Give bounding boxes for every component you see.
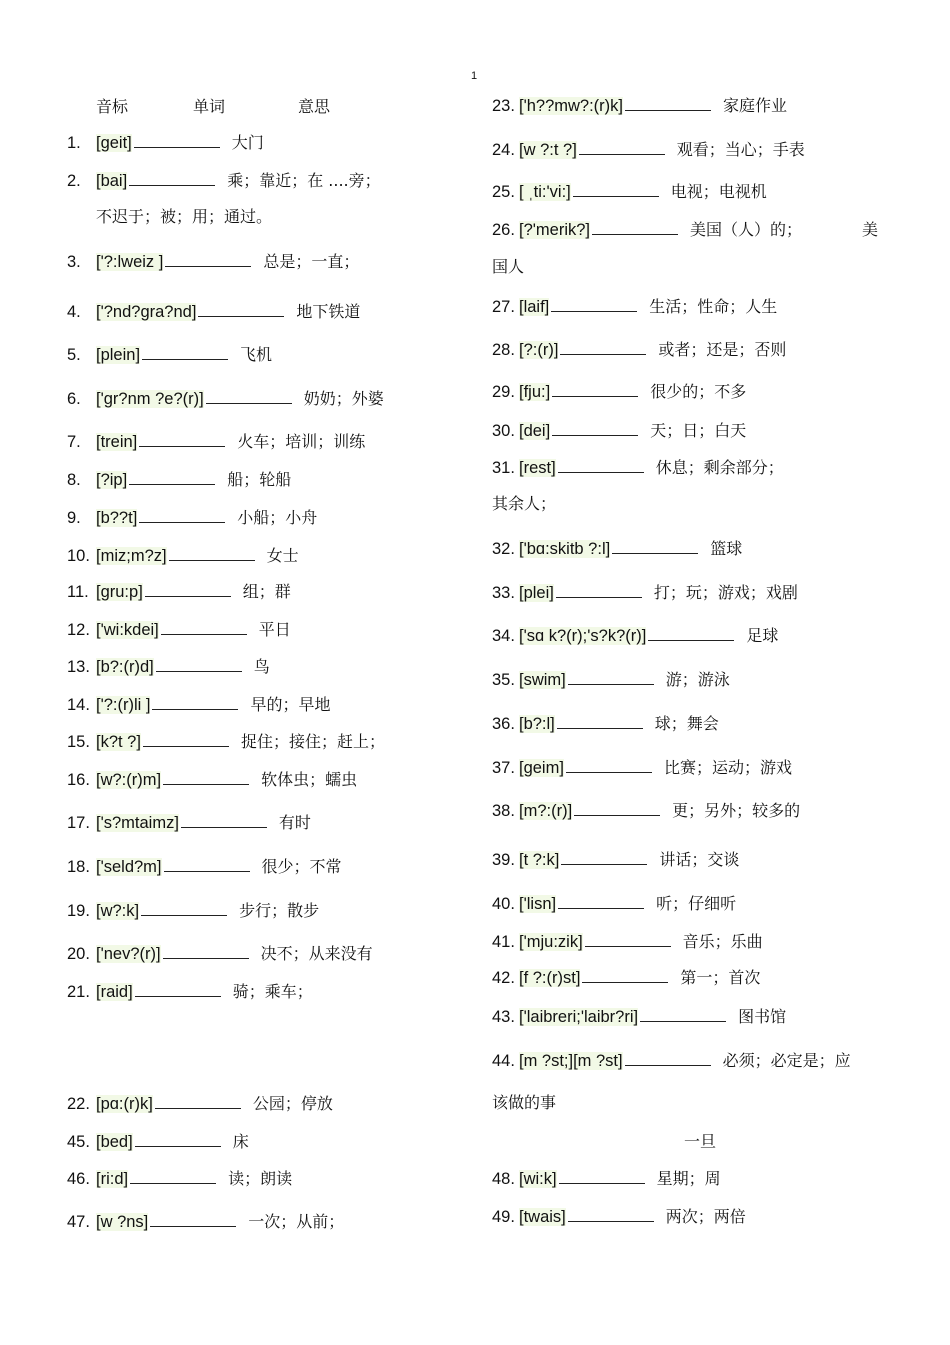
entry-number: 16. bbox=[67, 771, 90, 789]
left-entry bbox=[67, 1092, 333, 1116]
answer-blank[interactable] bbox=[557, 714, 643, 729]
answer-blank[interactable] bbox=[169, 546, 255, 561]
entry-number: 31. bbox=[492, 459, 515, 477]
entry-phonetic: [geit] bbox=[96, 134, 132, 152]
answer-blank[interactable] bbox=[156, 657, 242, 672]
entry-number: 36. bbox=[492, 715, 515, 733]
left-entry bbox=[67, 544, 299, 568]
answer-blank[interactable] bbox=[165, 252, 251, 267]
answer-blank[interactable] bbox=[559, 1169, 645, 1184]
entry-phonetic: [plein] bbox=[96, 346, 141, 364]
entry-phonetic: [m ?st;][m ?st] bbox=[519, 1052, 623, 1070]
entry-number: 33. bbox=[492, 584, 515, 602]
entry-number: 3. bbox=[67, 253, 81, 271]
entry-phonetic: ['sɑ k?(r);'s?k?(r)] bbox=[519, 627, 647, 645]
entry-number: 27. bbox=[492, 298, 515, 316]
entry-phonetic: [gru:p] bbox=[96, 583, 143, 601]
entry-number: 29. bbox=[492, 383, 515, 401]
entry-meaning: 早的；早地 bbox=[250, 695, 331, 714]
answer-blank[interactable] bbox=[141, 901, 227, 916]
entry-meaning: 观看；当心；手表 bbox=[676, 140, 805, 159]
answer-blank[interactable] bbox=[206, 389, 292, 404]
entry-phonetic: [bed] bbox=[96, 1133, 133, 1151]
entry-number: 10. bbox=[67, 547, 90, 565]
left-entry bbox=[67, 618, 291, 642]
right-entry bbox=[492, 1049, 851, 1073]
entry-phonetic: [b?:l] bbox=[519, 715, 555, 733]
right-entry bbox=[492, 966, 760, 990]
entry-meaning: 讲话；交谈 bbox=[659, 850, 740, 869]
entry-meaning: 生活；性命；人生 bbox=[649, 297, 778, 316]
right-entry bbox=[492, 380, 746, 404]
right-entry bbox=[492, 756, 792, 780]
entry-number: 25. bbox=[492, 183, 515, 201]
answer-blank[interactable] bbox=[163, 770, 249, 785]
entry-meaning: 休息；剩余部分； bbox=[655, 458, 784, 477]
answer-blank[interactable] bbox=[135, 1132, 221, 1147]
entry-number: 2. bbox=[67, 172, 81, 190]
answer-blank[interactable] bbox=[134, 133, 220, 148]
entry-phonetic: ['h??mw?:(r)k] bbox=[519, 97, 624, 115]
entry-number: 20. bbox=[67, 945, 90, 963]
entry-phonetic: [b?:(r)d] bbox=[96, 658, 154, 676]
entry-phonetic: [geim] bbox=[519, 759, 564, 777]
entry-number: 34. bbox=[492, 627, 515, 645]
entry-meaning: 小船；小舟 bbox=[237, 508, 318, 527]
entry-phonetic: [wi:k] bbox=[519, 1170, 557, 1188]
left-entry bbox=[67, 169, 381, 193]
entry-meaning: 游；游泳 bbox=[665, 670, 730, 689]
entry-phonetic: [swim] bbox=[519, 671, 566, 689]
right-continuation-44: 该做的事 bbox=[492, 1093, 557, 1112]
entry-number: 35. bbox=[492, 671, 515, 689]
entry-meaning: 奶奶；外婆 bbox=[303, 389, 384, 408]
entry-meaning: 船；轮船 bbox=[227, 470, 292, 489]
entry-meaning: 打；玩；游戏；戏剧 bbox=[653, 583, 798, 602]
entry-phonetic: [pɑ:(r)k] bbox=[96, 1095, 153, 1113]
entry-meaning: 有时 bbox=[278, 813, 311, 832]
entry-phonetic: ['s?mtaimz] bbox=[96, 814, 179, 832]
left-entry bbox=[67, 942, 373, 966]
right-continuation-26: 国人 bbox=[492, 257, 525, 276]
entry-phonetic: [ ˌti:'vi:] bbox=[519, 183, 571, 201]
right-entry bbox=[492, 1205, 746, 1229]
entry-phonetic: [raid] bbox=[96, 983, 133, 1001]
right-entry bbox=[492, 338, 786, 362]
answer-blank[interactable] bbox=[142, 345, 228, 360]
answer-blank[interactable] bbox=[582, 968, 668, 983]
header-meaning: 意思 bbox=[298, 97, 331, 116]
answer-blank[interactable] bbox=[163, 944, 249, 959]
entry-number: 49. bbox=[492, 1208, 515, 1226]
entry-phonetic: [?:(r)] bbox=[519, 341, 559, 359]
entry-phonetic: ['laibreri;'laibr?ri] bbox=[519, 1008, 639, 1026]
left-entry bbox=[67, 250, 359, 274]
entry-phonetic: [bai] bbox=[96, 172, 128, 190]
left-entry bbox=[67, 768, 357, 792]
right-entry bbox=[492, 138, 805, 162]
answer-blank[interactable] bbox=[585, 932, 671, 947]
entry-meaning: 女士 bbox=[266, 546, 299, 565]
entry-number: 22. bbox=[67, 1095, 90, 1113]
entry-phonetic: [rest] bbox=[519, 459, 556, 477]
right-entry bbox=[492, 1167, 721, 1191]
entry-phonetic: ['?:(r)li ] bbox=[96, 696, 151, 714]
answer-blank[interactable] bbox=[612, 539, 698, 554]
header-word: 单词 bbox=[193, 97, 226, 116]
entry-meaning: 篮球 bbox=[710, 539, 743, 558]
answer-blank[interactable] bbox=[568, 670, 654, 685]
entry-phonetic: [w ?:t ?] bbox=[519, 141, 577, 159]
answer-blank[interactable] bbox=[560, 340, 646, 355]
left-entry bbox=[67, 343, 272, 367]
answer-blank[interactable] bbox=[566, 758, 652, 773]
answer-blank[interactable] bbox=[129, 470, 215, 485]
answer-blank[interactable] bbox=[558, 458, 644, 473]
entry-phonetic: [w ?ns] bbox=[96, 1213, 149, 1231]
right-entry bbox=[492, 295, 777, 319]
answer-blank[interactable] bbox=[143, 732, 229, 747]
left-entry bbox=[67, 468, 291, 492]
answer-blank[interactable] bbox=[625, 96, 711, 111]
left-entry bbox=[67, 980, 313, 1004]
entry-number: 11. bbox=[67, 583, 89, 601]
entry-meaning: 音乐；乐曲 bbox=[682, 932, 763, 951]
answer-blank[interactable] bbox=[161, 620, 247, 635]
entry-number: 7. bbox=[67, 433, 81, 451]
entry-number: 41. bbox=[492, 933, 515, 951]
answer-blank[interactable] bbox=[625, 1051, 711, 1066]
answer-blank[interactable] bbox=[561, 850, 647, 865]
header-phonetic: 音标 bbox=[96, 97, 129, 116]
entry-number: 47. bbox=[67, 1213, 90, 1231]
entry-phonetic: [twais] bbox=[519, 1208, 566, 1226]
entry-number: 43. bbox=[492, 1008, 515, 1026]
entry-phonetic: ['bɑ:skitb ?:l] bbox=[519, 540, 611, 558]
entry-number: 38. bbox=[492, 802, 515, 820]
right-continuation-31: 其余人； bbox=[492, 494, 557, 513]
entry-number: 1. bbox=[67, 134, 81, 152]
entry-meaning: 比赛；运动；游戏 bbox=[663, 758, 792, 777]
entry-meaning: 地下铁道 bbox=[296, 302, 361, 321]
answer-blank[interactable] bbox=[551, 297, 637, 312]
right-entry bbox=[492, 180, 767, 204]
answer-blank[interactable] bbox=[135, 982, 221, 997]
entry-meaning: 球；舞会 bbox=[654, 714, 719, 733]
left-entry bbox=[67, 1130, 249, 1154]
entry-meaning: 电视；电视机 bbox=[670, 182, 767, 201]
right-entry bbox=[492, 668, 730, 692]
answer-blank[interactable] bbox=[145, 582, 231, 597]
entry-meaning: 鸟 bbox=[253, 657, 270, 676]
right-entry bbox=[492, 1005, 786, 1029]
entry-phonetic: ['mju:zik] bbox=[519, 933, 583, 951]
answer-blank[interactable] bbox=[579, 140, 665, 155]
right-floating-text: 一旦 bbox=[684, 1132, 717, 1151]
answer-blank[interactable] bbox=[150, 1212, 236, 1227]
entry-meaning: 图书馆 bbox=[738, 1007, 787, 1026]
right-entry bbox=[492, 456, 784, 480]
left-entry bbox=[67, 506, 317, 530]
answer-blank[interactable] bbox=[164, 857, 250, 872]
entry-phonetic: [b??t] bbox=[96, 509, 138, 527]
right-entry bbox=[492, 930, 763, 954]
left-entry bbox=[67, 387, 384, 411]
answer-blank[interactable] bbox=[648, 626, 734, 641]
entry-number: 44. bbox=[492, 1052, 515, 1070]
entry-phonetic: [laif] bbox=[519, 298, 550, 316]
left-entry bbox=[67, 899, 319, 923]
entry-phonetic: [ri:d] bbox=[96, 1170, 129, 1188]
entry-number: 19. bbox=[67, 902, 90, 920]
entry-phonetic: [w?:k] bbox=[96, 902, 140, 920]
entry-meaning: 步行；散步 bbox=[239, 901, 320, 920]
entry-meaning: 捉住；接住；赶上； bbox=[240, 732, 385, 751]
right-entry bbox=[492, 848, 739, 872]
right-entry bbox=[492, 419, 746, 443]
entry-meaning: 很少；不常 bbox=[261, 857, 342, 876]
entry-phonetic: ['seld?m] bbox=[96, 858, 162, 876]
entry-phonetic: ['wi:kdei] bbox=[96, 621, 159, 639]
left-entry bbox=[67, 855, 342, 879]
entry-number: 32. bbox=[492, 540, 515, 558]
entry-number: 5. bbox=[67, 346, 81, 364]
answer-blank[interactable] bbox=[558, 894, 644, 909]
entry-meaning: 平日 bbox=[258, 620, 291, 639]
entry-number: 24. bbox=[492, 141, 515, 159]
entry-meaning: 软体虫；蠕虫 bbox=[261, 770, 358, 789]
entry-phonetic: ['nev?(r)] bbox=[96, 945, 161, 963]
entry-meaning: 公园；停放 bbox=[252, 1094, 333, 1113]
entry-number: 30. bbox=[492, 422, 515, 440]
answer-blank[interactable] bbox=[573, 182, 659, 197]
entry-phonetic: [t ?:k] bbox=[519, 851, 560, 869]
entry-number: 14. bbox=[67, 696, 90, 714]
entry-number: 26. bbox=[492, 221, 515, 239]
entry-meaning: 决不；从来没有 bbox=[260, 944, 373, 963]
answer-blank[interactable] bbox=[568, 1207, 654, 1222]
entry-meaning: 总是；一直； bbox=[263, 252, 360, 271]
answer-blank[interactable] bbox=[139, 508, 225, 523]
answer-blank[interactable] bbox=[130, 1169, 216, 1184]
entry-phonetic: [plei] bbox=[519, 584, 554, 602]
answer-blank[interactable] bbox=[181, 813, 267, 828]
entry-phonetic: [fju:] bbox=[519, 383, 551, 401]
answer-blank[interactable] bbox=[129, 171, 215, 186]
left-entry bbox=[67, 693, 331, 717]
answer-blank[interactable] bbox=[552, 382, 638, 397]
answer-blank[interactable] bbox=[139, 432, 225, 447]
left-continuation-2: 不迟于；被；用；通过。 bbox=[96, 207, 273, 226]
entry-phonetic: [f ?:(r)st] bbox=[519, 969, 581, 987]
entry-number: 40. bbox=[492, 895, 515, 913]
entry-meaning: 火车；培训；训练 bbox=[237, 432, 366, 451]
entry-number: 23. bbox=[492, 97, 515, 115]
left-entry bbox=[67, 131, 264, 155]
entry-phonetic: [dei] bbox=[519, 422, 551, 440]
page-number: 1 bbox=[471, 70, 478, 82]
entry-phonetic: [w?:(r)m] bbox=[96, 771, 162, 789]
entry-number: 12. bbox=[67, 621, 90, 639]
entry-number: 45. bbox=[67, 1133, 90, 1151]
answer-blank[interactable] bbox=[198, 302, 284, 317]
entry-number: 37. bbox=[492, 759, 515, 777]
entry-number: 17. bbox=[67, 814, 90, 832]
entry-meaning: 很少的；不多 bbox=[650, 382, 747, 401]
entry-phonetic: [?'merik?] bbox=[519, 221, 591, 239]
right-entry bbox=[492, 581, 798, 605]
answer-blank[interactable] bbox=[155, 1094, 241, 1109]
entry-phonetic: ['?nd?gra?nd] bbox=[96, 303, 197, 321]
entry-phonetic: ['?:lweiz ] bbox=[96, 253, 164, 271]
entry-meaning: 床 bbox=[232, 1132, 249, 1151]
right-entry bbox=[492, 892, 736, 916]
left-entry bbox=[67, 300, 360, 324]
answer-blank[interactable] bbox=[640, 1007, 726, 1022]
left-entry bbox=[67, 580, 291, 604]
right-entry bbox=[492, 94, 787, 118]
entry-number: 39. bbox=[492, 851, 515, 869]
entry-meaning: 足球 bbox=[746, 626, 779, 645]
entry-meaning: 家庭作业 bbox=[723, 96, 788, 115]
right-entry bbox=[492, 218, 802, 242]
entry-phonetic: ['lisn] bbox=[519, 895, 557, 913]
entry-number: 46. bbox=[67, 1170, 90, 1188]
entry-number: 8. bbox=[67, 471, 81, 489]
entry-phonetic: [miz;m?z] bbox=[96, 547, 167, 565]
right-entry bbox=[492, 624, 778, 648]
entry-number: 21. bbox=[67, 983, 90, 1001]
entry-phonetic: [?ip] bbox=[96, 471, 128, 489]
entry-meaning: 美国（人）的； bbox=[690, 220, 803, 239]
left-entry bbox=[67, 1210, 344, 1234]
answer-blank[interactable] bbox=[552, 421, 638, 436]
entry-meaning: 两次；两倍 bbox=[665, 1207, 746, 1226]
right-entry bbox=[492, 712, 719, 736]
entry-phonetic: [k?t ?] bbox=[96, 733, 141, 751]
answer-blank[interactable] bbox=[574, 801, 660, 816]
entry-meaning: 更；另外；较多的 bbox=[672, 801, 801, 820]
entry-number: 15. bbox=[67, 733, 90, 751]
entry-number: 18. bbox=[67, 858, 90, 876]
entry-phonetic: [trein] bbox=[96, 433, 138, 451]
answer-blank[interactable] bbox=[152, 695, 238, 710]
left-entry bbox=[67, 1167, 292, 1191]
answer-blank[interactable] bbox=[556, 583, 642, 598]
entry-number: 9. bbox=[67, 509, 81, 527]
entry-meaning: 第一；首次 bbox=[680, 968, 761, 987]
entry-phonetic: ['gr?nm ?e?(r)] bbox=[96, 390, 204, 408]
entry-meaning: 天；日；白天 bbox=[650, 421, 747, 440]
entry-meaning: 一次；从前； bbox=[248, 1212, 345, 1231]
entry-meaning: 或者；还是；否则 bbox=[658, 340, 787, 359]
right-entry bbox=[492, 537, 742, 561]
left-entry bbox=[67, 730, 385, 754]
left-entry bbox=[67, 430, 365, 454]
entry-meaning: 必须；必定是；应 bbox=[722, 1051, 851, 1070]
entry-meaning: 听；仔细听 bbox=[656, 894, 737, 913]
entry-number: 28. bbox=[492, 341, 515, 359]
entry-number: 42. bbox=[492, 969, 515, 987]
entry-meaning: 乘；靠近；在 ....旁； bbox=[227, 171, 381, 190]
entry-number: 4. bbox=[67, 303, 81, 321]
entry-number: 48. bbox=[492, 1170, 515, 1188]
left-entry bbox=[67, 655, 270, 679]
entry-phonetic: [m?:(r)] bbox=[519, 802, 573, 820]
entry-meaning: 飞机 bbox=[240, 345, 273, 364]
left-entry bbox=[67, 811, 311, 835]
entry-meaning: 大门 bbox=[231, 133, 264, 152]
entry-number: 13. bbox=[67, 658, 90, 676]
right-continuation-26-tail: 美 bbox=[862, 220, 879, 239]
entry-meaning: 星期；周 bbox=[656, 1169, 721, 1188]
right-entry bbox=[492, 799, 800, 823]
entry-meaning: 读；朗读 bbox=[228, 1169, 293, 1188]
entry-number: 6. bbox=[67, 390, 81, 408]
entry-meaning: 组；群 bbox=[242, 582, 291, 601]
answer-blank[interactable] bbox=[592, 220, 678, 235]
entry-meaning: 骑；乘车； bbox=[232, 982, 313, 1001]
